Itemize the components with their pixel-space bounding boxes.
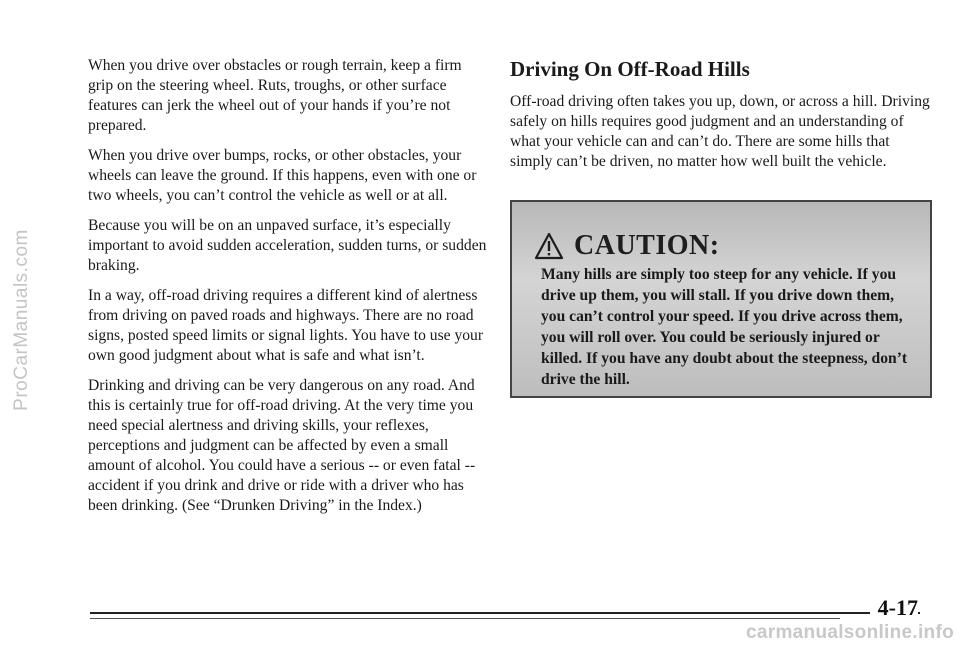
right-column bbox=[510, 56, 935, 172]
side-watermark bbox=[4, 60, 40, 580]
caution-title: CAUTION: bbox=[574, 230, 720, 261]
caution-header bbox=[534, 230, 720, 262]
page-number: 4-17 bbox=[870, 595, 918, 621]
paragraph-unpaved-surface: Because you will be on an unpaved surface, it’s especially important to avoid sudden acceleration, sudden turns, or sudden braking. bbox=[88, 217, 487, 274]
warning-triangle-icon bbox=[534, 232, 564, 260]
bottom-watermark: carmanualsonline.info bbox=[746, 622, 954, 643]
paragraph-alertness: In a way, off-road driving requires a different kind of alertness from driving on paved roads and highways. There are no road signs, posted speed limits or signal lights. You have to use your own good judgment about what is safe and what isn’t. bbox=[88, 287, 484, 364]
section-heading: Driving On Off-Road Hills bbox=[510, 57, 750, 81]
paragraph-hills-intro: Off-road driving often takes you up, down, or across a hill. Driving safely on hills requires good judgment and an understanding of what your vehicle can and can’t do. There are some hills that simply can’t be driven, no matter how well built the vehicle. bbox=[510, 93, 930, 170]
caution-box bbox=[510, 200, 932, 398]
caution-text: Many hills are simply too steep for any vehicle. If you drive up them, you will stall. If you drive down them, you can’t control your speed. If you drive across them, you will roll over. You could be seriously injured or killed. If you have any doubt about the steepness, don’t drive the hill. bbox=[541, 266, 908, 388]
left-column bbox=[88, 56, 488, 526]
side-watermark-text: ProCarManuals.com bbox=[11, 229, 33, 411]
paragraph-bumps: When you drive over bumps, rocks, or other obstacles, your wheels can leave the ground. If this happens, even with one or two wheels, you can’t control the vehicle as well or at all. bbox=[88, 147, 477, 204]
paragraph-drinking: Drinking and driving can be very dangerous on any road. And this is certainly true for off-road driving. At the very time you need special alertness and driving skills, your reflexes, perceptions and judgment can be affected by even a small amount of alcohol. You could have a serious -- or even fatal -- accident if you drink and drive or ride with a driver who has been drinking. (See “Drunken Driving” in the Index.) bbox=[88, 377, 476, 514]
footer-rule bbox=[90, 612, 920, 614]
footer-rule-thin bbox=[90, 618, 840, 619]
paragraph-rough-terrain: When you drive over obstacles or rough terrain, keep a firm grip on the steering wheel. Ruts, troughs, or other surface features can jerk the wheel out of your hands if you’re not prepared. bbox=[88, 57, 462, 134]
